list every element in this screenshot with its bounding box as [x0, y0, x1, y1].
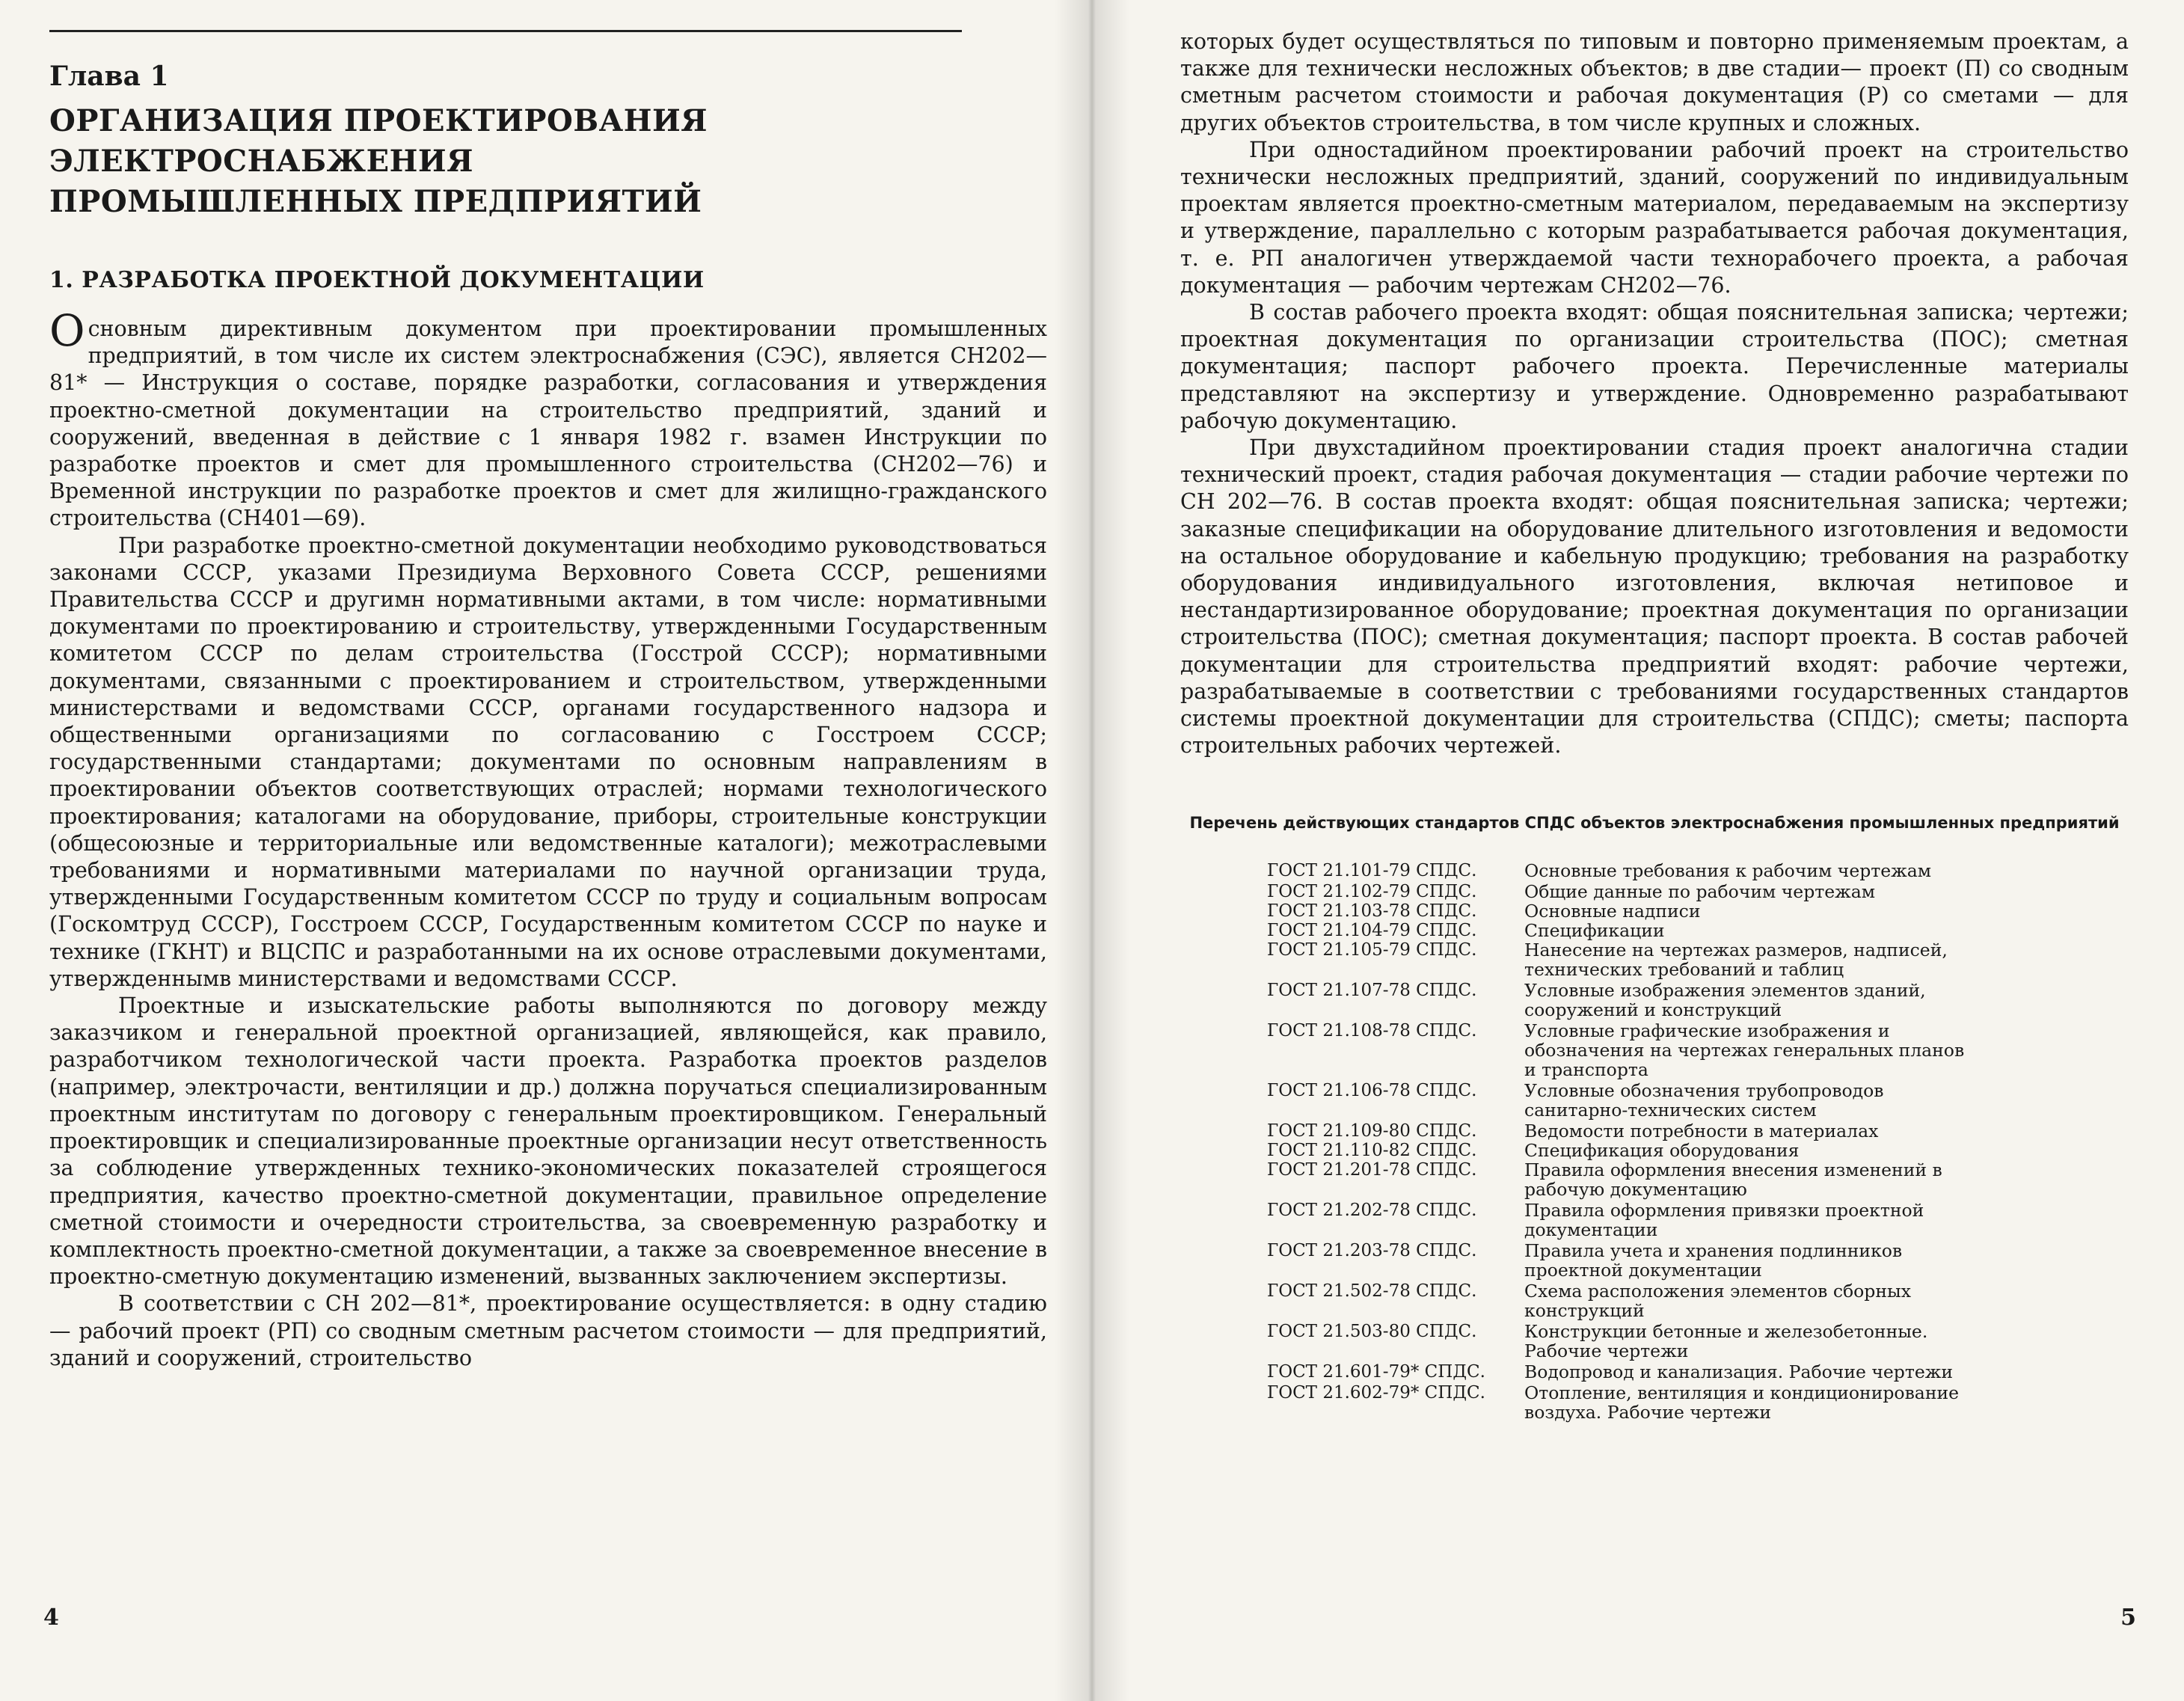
standards-list [1207, 861, 2129, 1422]
standard-row [1207, 1081, 2129, 1120]
standard-row [1207, 1201, 2129, 1239]
standard-code: ГОСТ 21.601-79* СПДС. [1267, 1362, 1485, 1382]
standard-row [1207, 1322, 2129, 1361]
standard-description: Нанесение на чертежах размеров, надписей, технических требований и таблиц [1524, 940, 1948, 981]
standard-row [1207, 1383, 2129, 1422]
chapter-label: Глава 1 [49, 61, 169, 92]
paragraph: При двухстадийном проектировании стадия проект аналогична стадии технический проект, стадия рабочая документация — стадии рабочие чертежи по СН 202—76. В состав проекта входят: общая пояснительная записка; чертежи; заказные спецификации на оборудование длительного изготовления и ведомости на остальное оборудование и кабельную продукцию; требования на разработку оборудования индивидуального изготовления, включая нетиповое и нестандартизированное оборудование; проектная документация по организации строительства (ПОС); сметная документация; паспорт проекта. В состав рабочей документации для строительства предприятий входят: рабочие чертежи, разрабатываемые в соответствии с требованиями государственных стандартов системы проектной документации для строительства (СПДС); сметы; паспорта строительных рабочих чертежей. [1180, 435, 2129, 758]
standard-description: Правила оформления привязки проектной документации [1524, 1200, 1924, 1241]
standard-description: Водопровод и канализация. Рабочие чертежи [1524, 1361, 1954, 1383]
standard-row [1207, 1021, 2129, 1079]
standard-code: ГОСТ 21.502-78 СПДС. [1267, 1281, 1477, 1302]
standard-description: Основные надписи [1524, 901, 1701, 922]
standard-row [1207, 1281, 2129, 1320]
standard-row [1207, 981, 2129, 1020]
standard-code: ГОСТ 21.202-78 СПДС. [1267, 1201, 1477, 1221]
standard-row [1207, 1241, 2129, 1280]
standards-table-title: Перечень действующих стандартов СПДС объектов электроснабжения промышленных предприятий [1189, 814, 2120, 833]
standard-description: Правила учета и хранения подлинников проектной документации [1524, 1240, 1903, 1281]
standard-description: Основные требования к рабочим чертежам [1524, 860, 1932, 882]
paragraph: которых будет осуществляться по типовым и повторно применяемым проектам, а также для технически несложных объектов; в две стадии— проект (П) со сводным сметным расчетом стоимости и рабочая документация (Р) со сметами — для других объектов строительства, в том числе крупных и сложных. [1180, 29, 2129, 135]
right-page [1092, 0, 2184, 1701]
standard-description: Спецификации [1524, 920, 1665, 942]
standard-code: ГОСТ 21.103-78 СПДС. [1267, 901, 1477, 922]
book-gutter [1055, 0, 1129, 1701]
paragraph: В соответствии с СН 202—81*, проектирование осуществляется: в одну стадию — рабочий проект (РП) со сводным сметным расчетом стоимости — для предприятий, зданий и сооружений, строительство [49, 1291, 1047, 1370]
drop-cap: О [49, 305, 85, 356]
standard-row [1207, 921, 2129, 940]
standard-description: Условные обозначения трубопроводов санитарно-технических систем [1524, 1080, 1884, 1121]
standard-row [1207, 940, 2129, 979]
chapter-title: ОРГАНИЗАЦИЯ ПРОЕКТИРОВАНИЯ ЭЛЕКТРОСНАБЖЕНИЯ ПРОМЫШЛЕННЫХ ПРЕДПРИЯТИЙ [49, 103, 708, 219]
standard-description: Спецификация оборудования [1524, 1140, 1800, 1162]
paragraph: При одностадийном проектировании рабочий проект на строительство технически несложных предприятий, зданий, сооружений по индивидуальным проектам является проектно-сметным материалом, передаваемым на экспертизу и утверждение, параллельно с которым разрабатывается рабочая документация, т. е. РП аналогичен утверждаемой части технорабочего проекта, а рабочая документация — рабочим чертежам СН202—76. [1180, 137, 2129, 298]
standard-row [1207, 1141, 2129, 1160]
standard-code: ГОСТ 21.203-78 СПДС. [1267, 1241, 1477, 1261]
standard-row [1207, 1362, 2129, 1382]
paragraph: В состав рабочего проекта входят: общая пояснительная записка; чертежи; проектная документация по организации строительства (ПОС); сметная документация; паспорт рабочего проекта. Перечисленные материалы представляют на экспертизу и утверждение. Одновременно разрабатывают рабочую документацию. [1180, 300, 2129, 433]
section-title: 1. РАЗРАБОТКА ПРОЕКТНОЙ ДОКУМЕНТАЦИИ [49, 267, 705, 293]
standard-description: Схема расположения элементов сборных конструкций [1524, 1281, 1911, 1322]
paragraph: Основным директивным документом при проектировании промышленных предприятий, в том числе их систем электроснабжения (СЭС), является СН202—81* — Инструкция о составе, порядке разработки, согласования и утверждения проектно-сметной документации на строительство предприятий, зданий и сооружений, введенная в действие с 1 января 1982 г. взамен Инструкции по разработке проектов и смет для промышленного строительства (СН202—76) и Временной инструкции по разработке проектов и смет для жилищно-гражданского строительства (СН401—69). [49, 305, 1047, 531]
standard-code: ГОСТ 21.106-78 СПДС. [1267, 1081, 1477, 1101]
standard-code: ГОСТ 21.104-79 СПДС. [1267, 921, 1477, 941]
standard-row [1207, 861, 2129, 880]
standard-code: ГОСТ 21.503-80 СПДС. [1267, 1322, 1477, 1342]
standard-code: ГОСТ 21.110-82 СПДС. [1267, 1141, 1477, 1161]
paragraph: При разработке проектно-сметной документации необходимо руководствоваться законами СССР, указами Президиума Верховного Совета СССР, решениями Правительства СССР и другимн нормативными актами, в том числе: нормативными документами по проектированию и строительству, утвержденными Государственным комитетом СССР по делам строительства (Госстрой СССР); нормативными документами, связанными с проектированием и строительством, утвержденными министерствами и ведомствами СССР, органами государственного надзора и общественными организациями по согласованию с Госстроем СССР; государственными стандартами; документами по основным направлениям в проектировании объектов соответствующих отраслей; нормами технологического проектирования; каталогами на оборудование, приборы, строительные конструкции (общесоюзные и территориальные или ведомственные каталоги); межотраслевыми требованиями и нормативными материалами по научной организации труда, утвержденными Государственным комитетом СССР по труду и социальным вопросам (Госкомтруд СССР), Госстроем СССР, Государственным комитетом СССР по науке и технике (ГКНТ) и ВЦСПС и разработанными на их основе отраслевыми документами, утвержденнымв министерствами и ведомствами СССР. [49, 533, 1047, 991]
standard-row [1207, 882, 2129, 901]
standard-code: ГОСТ 21.101-79 СПДС. [1267, 861, 1477, 881]
standard-description: Ведомости потребности в материалах [1524, 1121, 1879, 1142]
standard-row [1207, 1121, 2129, 1141]
standard-code: ГОСТ 21.102-79 СПДС. [1267, 882, 1477, 902]
standard-description: Отопление, вентиляция и кондиционирование воздуха. Рабочие чертежи [1524, 1382, 1960, 1423]
top-rule [49, 30, 962, 32]
standard-code: ГОСТ 21.602-79* СПДС. [1267, 1383, 1485, 1403]
standard-description: Общие данные по рабочим чертежам [1524, 881, 1876, 903]
standard-code: ГОСТ 21.108-78 СПДС. [1267, 1021, 1477, 1041]
standard-code: ГОСТ 21.105-79 СПДС. [1267, 940, 1477, 960]
standard-description: Правила оформления внесения изменений в рабочую документацию [1524, 1159, 1942, 1201]
page-number: 5 [2120, 1605, 2136, 1631]
standard-description: Конструкции бетонные и железобетонные. Рабочие чертежи [1524, 1321, 1928, 1362]
standard-code: ГОСТ 21.109-80 СПДС. [1267, 1121, 1477, 1141]
page-number: 4 [43, 1605, 59, 1631]
standard-code: ГОСТ 21.201-78 СПДС. [1267, 1160, 1477, 1180]
standard-description: Условные изображения элементов зданий, сооружений и конструкций [1524, 980, 1926, 1021]
standard-description: Условные графические изображения и обозначения на чертежах генеральных планов и транспорта [1524, 1020, 1965, 1081]
paragraph: Проектные и изыскательские работы выполняются по договору между заказчиком и генеральной проектной организацией, являющейся, как правило, разработчиком технологической части проекта. Разработка проектов разделов (например, электрочасти, вентиляции и др.) должна поручаться специализированным проектным институтам по договору с генеральным проектировщиком. Генеральный проектировщик и специализированные проектные организации несут ответственность за соблюдение утвержденных технико-экономических показателей строящегося предприятия, качество проектно-сметной документации, правильное определение сметной стоимости и очередности строительства, за своевременную разработку и комплектность проектно-сметной документации, а также за своевременное внесение в проектно-сметную документацию изменений, вызванных заключением экспертизы. [49, 993, 1047, 1290]
standard-row [1207, 1160, 2129, 1199]
standard-code: ГОСТ 21.107-78 СПДС. [1267, 981, 1477, 1001]
standard-row [1207, 901, 2129, 921]
